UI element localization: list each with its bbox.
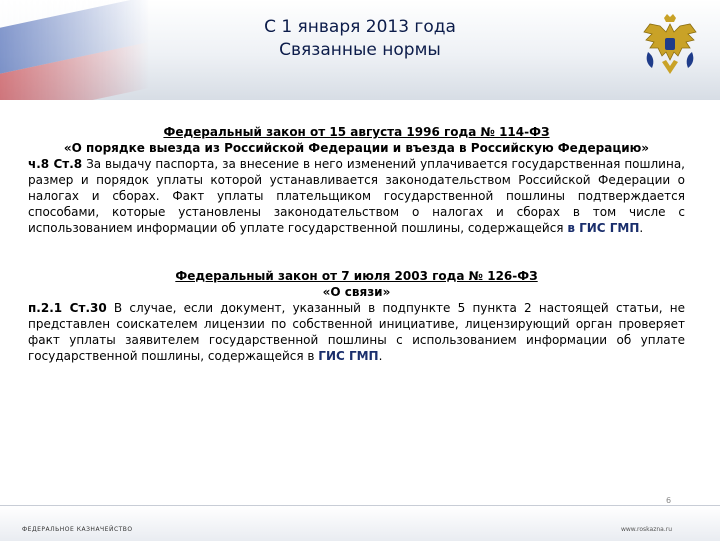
law-2-paragraph <box>28 300 685 364</box>
slide-footer <box>0 505 720 541</box>
law-2-text: В случае, если документ, указанный в подпункте 5 пункта 2 настоящей статьи, не представлен соискателем лицензии по собственной инициативе, лицензирующий орган проверяет факт уплаты заявителем государственной пошлины с использованием информации об уплате государственной пошлины, содержащейся в <box>28 301 686 363</box>
slide-title <box>0 16 720 62</box>
page-number: 6 <box>666 496 672 505</box>
slide-content <box>28 124 685 364</box>
footer-website-link[interactable]: www.roskazna.ru <box>620 526 672 533</box>
law-1-article-ref: ч.8 Ст.8 <box>28 157 83 171</box>
law-1-paragraph <box>28 156 685 236</box>
slide-header <box>0 0 720 100</box>
title-line-2: Связанные нормы <box>279 40 441 60</box>
law-1-text: За выдачу паспорта, за внесение в него изменений уплачивается государственная пошлина, размер и порядок уплаты которой устанавливается законодательством Российской Федерации о налогах и сборах. Факт уплаты плательщиком государственной пошлины подтверждается способами, которые установлены законодательством о налогах и сборах в том числе с использованием информации об уплате государственной пошлины, содержащейся <box>28 157 685 235</box>
law-1-title: Федеральный закон от 15 августа 1996 года № 114-ФЗ <box>163 125 550 139</box>
law-2-subtitle: «О связи» <box>322 285 391 299</box>
law-1-tail: . <box>639 221 644 235</box>
law-2-title: Федеральный закон от 7 июля 2003 года № 126-ФЗ <box>175 269 538 283</box>
title-line-1: С 1 января 2013 года <box>264 17 456 37</box>
eagle-emblem-icon <box>640 12 700 82</box>
law-2-tail: . <box>378 349 383 363</box>
footer-organization: ФЕДЕРАЛЬНОЕ КАЗНАЧЕЙСТВО <box>22 526 133 533</box>
law-2-article-ref: п.2.1 Ст.30 <box>28 301 107 315</box>
law-2-gis-highlight: ГИС ГМП <box>318 349 379 363</box>
law-1-subtitle: «О порядке выезда из Российской Федерации и въезда в Российскую Федерацию» <box>63 141 650 155</box>
law-1-gis-highlight: в ГИС ГМП <box>567 221 640 235</box>
